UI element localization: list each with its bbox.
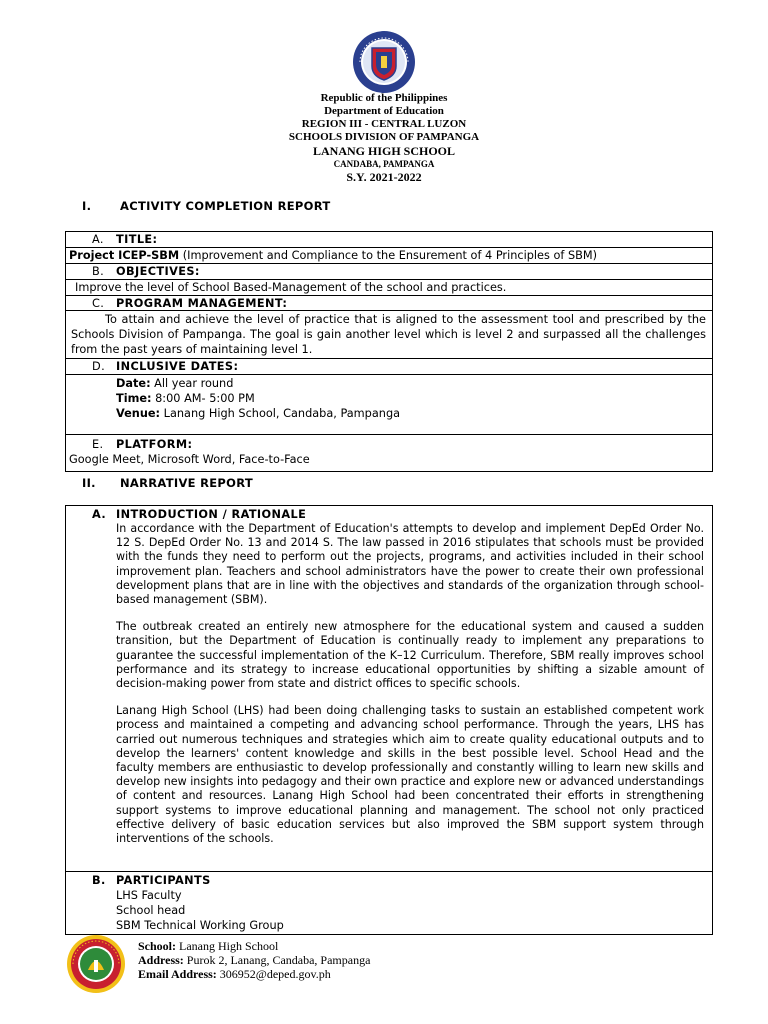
header-region: REGION III - CENTRAL LUZON	[301, 118, 467, 130]
item-letter: E.	[92, 438, 104, 451]
project-description: (Improvement and Compliance to the Ensurement of 4 Principles of SBM)	[179, 249, 598, 262]
item-label: TITLE:	[116, 233, 158, 246]
section-number: II.	[82, 476, 96, 490]
item-label: INCLUSIVE DATES:	[116, 360, 239, 373]
section-title: ACTIVITY COMPLETION REPORT	[120, 199, 331, 213]
list-item: School head	[116, 904, 186, 917]
paragraph: In accordance with the Department of Education's attempts to develop and implement DepEd Order No. 12 S. DepEd Order No. 13 and 2014 S. The law passed in 2016 stipulates that schools must be provided with the funds they need to perform out the projects, programs, and activities included in their school improvement plan. Teachers and school administrators have the power to create their own professional development plans that are in line with the objectives and standards of the organization through school-based management (SBM).	[116, 522, 704, 607]
section-title: NARRATIVE REPORT	[120, 476, 254, 490]
project-name: Project ICEP-SBM	[69, 249, 180, 262]
paragraph: The outbreak created an entirely new atmosphere for the educational system and caused a sudden transition, but the Department of Education is continually ready to implement any preparations to guarantee the successful implementation of the K–12 Curriculum. Therefore, SBM really improves school performance and its strategy to increase educational opportunities by shifting a sizable amount of decision-making power from state and district offices to specific schools.	[116, 620, 704, 691]
header-location: CANDABA, PAMPANGA	[333, 159, 435, 169]
footer-address	[138, 953, 370, 967]
item-letter: A.	[92, 508, 107, 521]
list-item: LHS Faculty	[116, 889, 182, 902]
letterhead	[0, 92, 768, 184]
header-school: LANANG HIGH SCHOOL	[312, 144, 456, 158]
time-label: Time:	[116, 392, 152, 405]
item-letter: B.	[92, 874, 106, 887]
footer-value: Purok 2, Lanang, Candaba, Pampanga	[183, 953, 371, 967]
header-school-year: S.Y. 2021-2022	[346, 170, 422, 184]
item-label: INTRODUCTION / RATIONALE	[116, 508, 307, 521]
footer-contact	[138, 939, 370, 981]
time-line	[116, 391, 712, 406]
footer-label: Email Address:	[138, 967, 217, 981]
item-letter: D.	[92, 360, 106, 373]
row-participants	[66, 872, 712, 933]
header-republic: Republic of the Philippines	[320, 92, 448, 104]
header-division: SCHOOLS DIVISION OF PAMPANGA	[288, 131, 480, 143]
item-letter: A.	[92, 233, 104, 246]
participants-list	[66, 888, 712, 933]
activity-report-table	[65, 231, 713, 472]
narrative-report-table	[65, 505, 713, 935]
date-label: Date:	[116, 377, 151, 390]
paragraph: Lanang High School (LHS) had been doing challenging tasks to sustain an established competent work process and maintained a competing and advancing school performance. Through the years, LHS has carried out numerous techniques and strategies which aim to create quality educational outputs and to develop the learners' content knowledge and skills in the best possible level. School Head and the faculty members are enthusiastic to develop professionally and constantly willing to learn new skills and develop new insights into pedagogy and their own practice and explore new or advanced understandings of content and resources. Lanang High School had been concentrated their efforts in strengthening support systems to improve educational planning and management. The school not only practiced effective delivery of basic education services but also improved the SBM support system through interventions of the schools.	[116, 704, 704, 846]
row-introduction	[66, 506, 712, 872]
date-value: All year round	[150, 377, 234, 390]
item-label: PROGRAM MANAGEMENT:	[116, 297, 288, 310]
venue-line	[116, 406, 712, 421]
venue-value: Lanang High School, Candaba, Pampanga	[160, 407, 401, 420]
footer-value: 306952@deped.gov.ph	[216, 967, 331, 981]
item-label: OBJECTIVES:	[116, 265, 200, 278]
item-label: PLATFORM:	[116, 438, 193, 451]
participants-header	[66, 873, 712, 888]
time-value: 8:00 AM- 5:00 PM	[151, 392, 255, 405]
footer-value: Lanang High School	[176, 939, 279, 953]
introduction-header	[66, 507, 712, 522]
footer-label: School:	[138, 939, 177, 953]
row-dates-header	[66, 359, 712, 375]
venue-label: Venue:	[116, 407, 161, 420]
section-number: I.	[82, 199, 92, 213]
row-program-value: To attain and achieve the level of practice that is aligned to the assessment tool and prescribed by the Schools Division of Pampanga. The goal is gain another level which is level 2 and surpassed all the challenges from the past years of maintaining level 1.	[66, 311, 712, 359]
item-letter: B.	[92, 265, 105, 278]
row-objectives-header	[66, 264, 712, 280]
item-letter: C.	[92, 297, 105, 310]
row-title-value	[66, 248, 712, 264]
section-narrative-heading	[82, 476, 253, 490]
row-program-header	[66, 296, 712, 311]
header-department: Department of Education	[324, 105, 444, 117]
introduction-body	[66, 522, 712, 846]
school-logo-icon	[66, 934, 126, 994]
row-objectives-value: Improve the level of School Based-Management of the school and practices.	[66, 280, 712, 296]
deped-seal-icon	[352, 30, 416, 94]
row-dates-value	[66, 375, 712, 435]
footer-email	[138, 967, 370, 981]
platform-header	[66, 437, 712, 452]
row-title-header	[66, 232, 712, 248]
date-line	[116, 376, 712, 391]
footer-school	[138, 939, 370, 953]
section-activity-heading	[82, 199, 331, 213]
footer-label: Address:	[138, 953, 184, 967]
list-item: SBM Technical Working Group	[116, 919, 284, 932]
row-platform	[66, 435, 712, 471]
platform-value: Google Meet, Microsoft Word, Face-to-Face	[69, 453, 310, 466]
item-label: PARTICIPANTS	[116, 874, 211, 887]
